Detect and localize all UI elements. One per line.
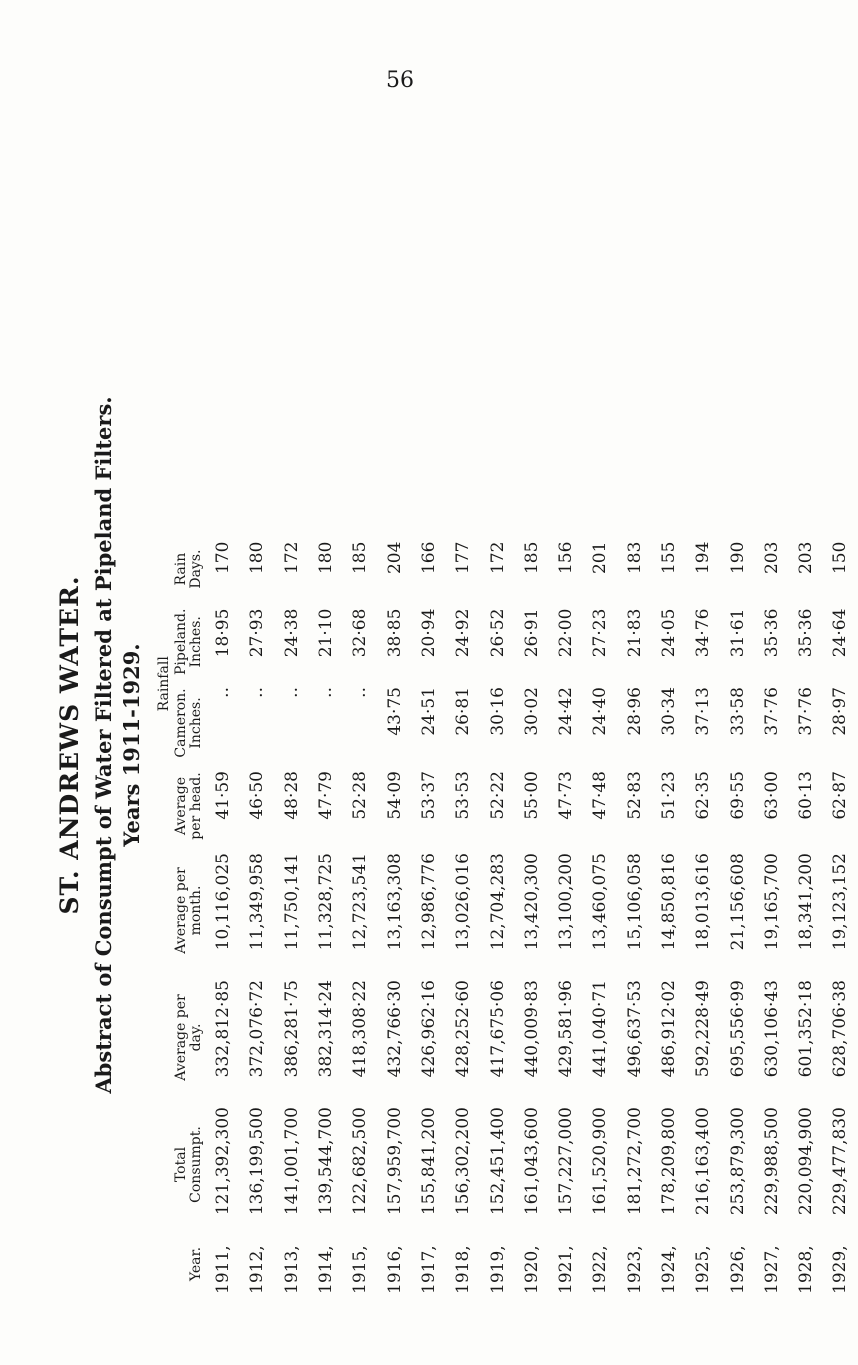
cell-rainfall-cameron: 30·16 (487, 687, 508, 736)
cell-total-consumpt: 155,841,200 (418, 1107, 439, 1216)
table-row (480, 536, 514, 1300)
cell-rainfall-cameron: 37·76 (761, 687, 782, 736)
cell-average-per-head: 53·37 (418, 771, 439, 820)
cell-average-per-day: 695,556·99 (727, 980, 748, 1078)
table-row (755, 536, 789, 1300)
cell-average-per-month: 13,163,308 (384, 853, 405, 951)
cell-rainfall-cameron: 26·81 (453, 687, 474, 736)
cell-average-per-day: 426,962·16 (418, 980, 439, 1078)
cell-average-per-month: 19,123,152 (830, 853, 851, 951)
cell-year: 1914, (316, 1245, 337, 1294)
cell-average-per-day: 628,706·38 (830, 980, 851, 1078)
cell-average-per-head: 62·87 (830, 771, 851, 820)
cell-rainfall-pipeland: 35·36 (796, 608, 817, 658)
table-row (618, 536, 652, 1300)
cell-average-per-head: 63·00 (761, 771, 782, 820)
cell-average-per-head: 41·59 (213, 771, 234, 820)
cell-average-per-month: 13,420,300 (521, 853, 542, 951)
cell-average-per-head: 48·28 (281, 771, 302, 820)
cell-year: 1913, (281, 1245, 302, 1294)
cell-rainfall-pipeland: 34·76 (693, 608, 714, 658)
cell-average-per-head: 46·50 (247, 771, 268, 820)
table-row (583, 536, 617, 1300)
cell-rain-days: 204 (384, 541, 405, 575)
cell-average-per-head: 47·73 (556, 771, 577, 820)
cell-average-per-month: 13,026,016 (453, 853, 474, 951)
cell-rainfall-cameron: .. (281, 687, 302, 698)
cell-rainfall-cameron: .. (247, 687, 268, 698)
cell-rainfall-pipeland: 32·68 (350, 608, 371, 658)
cell-average-per-month: 13,100,200 (556, 853, 577, 951)
page-number: 56 (386, 68, 414, 93)
cell-average-per-day: 386,281·75 (281, 980, 302, 1078)
cell-year: 1915, (350, 1245, 371, 1294)
cell-rainfall-cameron: 43·75 (384, 687, 405, 736)
cell-total-consumpt: 157,227,000 (556, 1107, 577, 1216)
cell-rainfall-pipeland: 24·64 (830, 608, 851, 658)
cell-rain-days: 185 (350, 541, 371, 575)
cell-rainfall-pipeland: 27·23 (590, 608, 611, 658)
table-row (823, 536, 857, 1300)
cell-rain-days: 183 (624, 541, 645, 575)
cell-average-per-day: 440,009·83 (521, 980, 542, 1078)
page-subtitle-years: Years 1911-1929. (119, 643, 144, 847)
cell-average-per-day: 417,675·06 (487, 980, 508, 1078)
cell-rain-days: 155 (659, 541, 679, 575)
cell-average-per-month: 12,723,541 (350, 853, 371, 951)
cell-rainfall-pipeland: 18·95 (213, 608, 234, 658)
table-body (206, 536, 858, 1300)
cell-rain-days: 180 (247, 541, 268, 575)
cell-rainfall-pipeland: 20·94 (418, 608, 439, 658)
cell-average-per-month: 10,116,025 (213, 853, 234, 951)
consumpt-table (155, 536, 858, 1300)
col-header-pipeland: Pipeland. Inches. (173, 608, 204, 675)
cell-average-per-head: 51·23 (659, 771, 679, 820)
cell-average-per-month: 19,165,700 (761, 853, 782, 951)
cell-rainfall-pipeland: 35·36 (761, 608, 782, 658)
cell-average-per-month: 11,328,725 (316, 853, 337, 951)
cell-average-per-day: 432,766·30 (384, 980, 405, 1078)
cell-rain-days: 156 (556, 541, 577, 575)
cell-rainfall-pipeland: 24·38 (281, 608, 302, 658)
table-row (343, 536, 377, 1300)
page-title: ST. ANDREWS WATER. (55, 575, 84, 915)
cell-year: 1916, (384, 1245, 405, 1294)
cell-average-per-month: 12,704,283 (487, 853, 508, 951)
cell-total-consumpt: 136,199,500 (247, 1107, 268, 1216)
cell-year: 1912, (247, 1245, 268, 1294)
cell-rain-days: 150 (830, 541, 851, 575)
cell-average-per-head: 53·53 (453, 771, 474, 820)
cell-total-consumpt: 157,959,700 (384, 1107, 405, 1216)
cell-average-per-day: 496,637·53 (624, 980, 645, 1078)
cell-year: 1926, (727, 1245, 748, 1294)
cell-average-per-month: 13,460,075 (590, 853, 611, 951)
table-row (240, 536, 274, 1300)
cell-total-consumpt: 253,879,300 (727, 1107, 748, 1216)
table-row (789, 536, 823, 1300)
cell-year: 1923, (624, 1245, 645, 1294)
cell-average-per-month: 15,106,058 (624, 853, 645, 951)
cell-year: 1927, (761, 1245, 782, 1294)
cell-rainfall-pipeland: 31·61 (727, 608, 748, 658)
cell-rainfall-pipeland: 38·85 (384, 608, 405, 658)
cell-average-per-month: 12,986,776 (418, 853, 439, 951)
table-row (275, 536, 309, 1300)
cell-rain-days: 180 (316, 541, 337, 575)
cell-average-per-head: 54·09 (384, 771, 405, 820)
cell-average-per-day: 592,228·49 (693, 980, 714, 1078)
cell-average-per-day: 601,352·18 (796, 980, 817, 1078)
table-row (412, 536, 446, 1300)
table-row (720, 536, 754, 1300)
cell-average-per-month: 18,013,616 (693, 853, 714, 951)
cell-rainfall-cameron: 33·58 (727, 687, 748, 736)
cell-total-consumpt: 229,477,830 (830, 1107, 851, 1216)
col-header-rain-days: Rain Days. (173, 549, 204, 589)
cell-rainfall-pipeland: 26·91 (521, 608, 542, 658)
cell-rain-days: 170 (213, 541, 234, 575)
cell-average-per-day: 382,314·24 (316, 980, 337, 1078)
cell-total-consumpt: 152,451,400 (487, 1107, 508, 1216)
cell-rainfall-cameron: .. (316, 687, 337, 698)
cell-rainfall-cameron: 28·96 (624, 687, 645, 736)
cell-rainfall-pipeland: 22·00 (556, 608, 577, 658)
cell-rainfall-pipeland: 24·05 (659, 608, 679, 658)
cell-total-consumpt: 220,094,900 (796, 1107, 817, 1216)
cell-year: 1911, (213, 1245, 234, 1294)
cell-total-consumpt: 181,272,700 (624, 1107, 645, 1216)
cell-total-consumpt: 229,988,500 (761, 1107, 782, 1216)
cell-average-per-month: 11,349,958 (247, 853, 268, 951)
cell-rain-days: 172 (487, 541, 508, 575)
table-row (309, 536, 343, 1300)
col-header-year: Year. (188, 1246, 204, 1282)
col-header-per-head: Average per head. (173, 772, 204, 840)
table-row (206, 536, 240, 1300)
cell-total-consumpt: 139,544,700 (316, 1107, 337, 1216)
cell-rainfall-cameron: 24·42 (556, 687, 577, 736)
cell-rain-days: 172 (281, 541, 302, 575)
cell-rainfall-cameron: 30·34 (659, 687, 679, 736)
cell-average-per-day: 428,252·60 (453, 980, 474, 1078)
col-header-per-month: Average per month. (173, 867, 204, 954)
cell-year: 1924, (659, 1245, 679, 1294)
cell-average-per-day: 332,812·85 (213, 980, 234, 1078)
cell-average-per-head: 69·55 (727, 771, 748, 820)
rotated-table-region (55, 50, 851, 1300)
cell-rainfall-pipeland: 21·10 (316, 608, 337, 658)
table-header (155, 536, 206, 1300)
cell-average-per-month: 21,156,608 (727, 853, 748, 951)
cell-average-per-head: 55·00 (521, 771, 542, 820)
cell-rainfall-cameron: 37·13 (693, 687, 714, 736)
cell-rainfall-cameron: 37·76 (796, 687, 817, 736)
page-subtitle: Abstract of Consumpt of Water Filtered at Pipeland Filters. (91, 396, 116, 1094)
cell-average-per-head: 52·28 (350, 771, 371, 820)
cell-rain-days: 203 (761, 541, 782, 575)
cell-rain-days: 185 (521, 541, 542, 575)
cell-year: 1919, (487, 1245, 508, 1294)
table-row (652, 536, 686, 1300)
cell-year: 1928, (796, 1245, 817, 1294)
cell-year: 1921, (556, 1245, 577, 1294)
cell-total-consumpt: 178,209,800 (659, 1107, 679, 1216)
cell-total-consumpt: 122,682,500 (350, 1107, 371, 1216)
cell-rainfall-pipeland: 26·52 (487, 608, 508, 658)
cell-year: 1922, (590, 1245, 611, 1294)
cell-average-per-head: 52·83 (624, 771, 645, 820)
cell-average-per-month: 14,850,816 (659, 853, 679, 951)
cell-average-per-head: 47·48 (590, 771, 611, 820)
cell-average-per-head: 52·22 (487, 771, 508, 820)
cell-rainfall-cameron: .. (350, 687, 371, 698)
cell-total-consumpt: 121,392,300 (213, 1107, 234, 1216)
table-row (515, 536, 549, 1300)
cell-rain-days: 190 (727, 541, 748, 575)
cell-year: 1925, (693, 1245, 714, 1294)
cell-rainfall-pipeland: 27·93 (247, 608, 268, 658)
cell-rainfall-cameron: 24·40 (590, 687, 611, 736)
cell-year: 1918, (453, 1245, 474, 1294)
cell-average-per-head: 47·79 (316, 771, 337, 820)
cell-year: 1920, (521, 1245, 542, 1294)
cell-year: 1917, (418, 1245, 439, 1294)
cell-average-per-head: 60·13 (796, 771, 817, 820)
cell-average-per-day: 418,308·22 (350, 980, 371, 1078)
col-header-rainfall: Rainfall (156, 656, 172, 712)
cell-year: 1929, (830, 1245, 851, 1294)
cell-average-per-day: 441,040·71 (590, 980, 611, 1078)
cell-average-per-day: 372,076·72 (247, 980, 268, 1078)
cell-average-per-day: 486,912·02 (659, 980, 679, 1078)
table-row (377, 536, 411, 1300)
cell-average-per-month: 11,750,141 (281, 853, 302, 951)
cell-total-consumpt: 156,302,200 (453, 1107, 474, 1216)
cell-rainfall-cameron: .. (213, 687, 234, 698)
cell-rain-days: 203 (796, 541, 817, 575)
table-row (446, 536, 480, 1300)
cell-total-consumpt: 161,043,600 (521, 1107, 542, 1216)
cell-rainfall-cameron: 28·97 (830, 687, 851, 736)
cell-rain-days: 177 (453, 541, 474, 575)
cell-rain-days: 201 (590, 541, 611, 575)
cell-total-consumpt: 141,001,700 (281, 1107, 302, 1216)
cell-rainfall-cameron: 30·02 (521, 687, 542, 736)
cell-rainfall-cameron: 24·51 (418, 687, 439, 736)
cell-rainfall-pipeland: 21·83 (624, 608, 645, 658)
table-row (686, 536, 720, 1300)
cell-rain-days: 194 (693, 541, 714, 575)
table-row (549, 536, 583, 1300)
cell-rainfall-pipeland: 24·92 (453, 608, 474, 658)
cell-average-per-month: 18,341,200 (796, 853, 817, 951)
cell-average-per-day: 630,106·43 (761, 980, 782, 1078)
cell-total-consumpt: 161,520,900 (590, 1107, 611, 1216)
cell-rain-days: 166 (418, 541, 439, 575)
col-header-per-day: Average per day. (173, 994, 204, 1081)
col-header-cameron: Cameron. Inches. (173, 688, 204, 758)
cell-total-consumpt: 216,163,400 (693, 1107, 714, 1216)
cell-average-per-head: 62·35 (693, 771, 714, 820)
cell-average-per-day: 429,581·96 (556, 980, 577, 1078)
col-header-total: Total Consumpt. (173, 1126, 204, 1203)
